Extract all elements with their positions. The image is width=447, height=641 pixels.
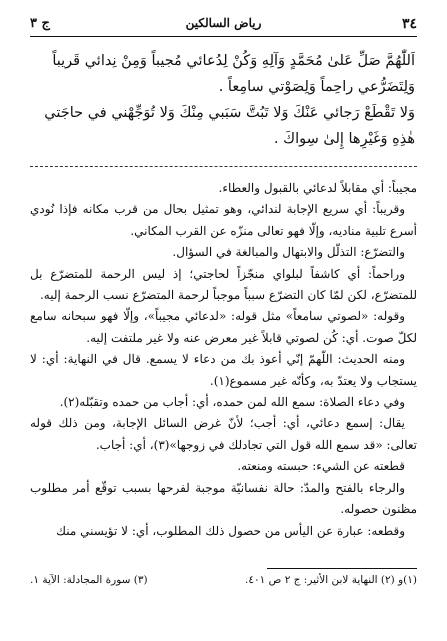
commentary-text <box>30 178 417 542</box>
prayer-line: هٰذِهِ وَغَيْرِها إِلىٰ سِواكَ . <box>273 131 415 147</box>
running-title: رياض السالكين <box>185 16 262 30</box>
commentary-paragraph: والتضرّع: التذلّل والابتهال والمبالغة في السؤال. <box>172 245 405 260</box>
commentary-paragraph: وفي دعاء الصلاة: سمع الله لمن حمده، أي: أجاب من حمده وتقبّله(٢). <box>59 395 405 410</box>
commentary-paragraph: قطعته عن الشيء: حبسته ومنعته. <box>237 459 405 474</box>
footnote-3: (٣) سورة المجادلة: الآية ١. <box>30 574 148 586</box>
header-rule <box>30 36 417 37</box>
commentary-paragraph: ومنه الحديث: اللّهمّ إنّي أعوذ بك من دعاء لا يسمع. قال في النهاية: أي: لا يستجاب ولا يعتدّ به، وكأنّه غير مسموع(١). <box>30 352 417 388</box>
page-number: ٣٤ <box>401 16 417 32</box>
footnote-1-2: (١)و (٢) النهاية لابن الأثير: ج ٢ ص ٤٠١. <box>245 574 417 586</box>
prayer-line: وَلِتَضَرُّعي راحِماً وَلِصَوْتي سامِعاً . <box>218 79 415 95</box>
commentary-paragraph: وراحماً: أي كاشفاً لبلواي منجّزاً لحاجتي؛ إذ ليس الرحمة للمتضرّع بل للمتضرّع، لكن لمّا كان التضرّع سبباً موجباً لرحمة المتضرّع نسب الرحمة إليه. <box>30 266 417 303</box>
prayer-text <box>34 48 415 152</box>
prayer-line: اَللّٰهُمَّ صَلِّ عَلىٰ مُحَمَّدٍ وَآلِهِ وَكُنْ لِدُعائي مُجيباً وَمِنْ نِدائي قَريباً <box>52 53 415 69</box>
commentary-paragraph: مجيباً: أي مقابلاً لدعائي بالقبول والعطاء. <box>218 181 417 195</box>
commentary-paragraph: والرجاء بالفتح والمدّ: حالة نفسانيّة موجبة لفرحها بسبب توقّع أمر مطلوب مظنون حصوله. <box>30 480 417 517</box>
footnotes <box>30 572 417 588</box>
commentary-paragraph: وقوله: «لصوتي سامعاً» مثل قوله: «لدعائي مجيباً»، وإلّا فهو سبحانه سامع لكلّ صوت. أي: كُن لصوتي قابلاً غير معرض عنه ولا غير ملتفت إليه. <box>30 309 417 345</box>
commentary-paragraph: وقريباً: أي سريع الإجابة لندائي، وهو تمثيل بحال من قرب مكانه فإذا نُودي أسرع تلبية مناديه، وإلّا فهو تعالى منزّه عن القرب المكاني. <box>30 202 417 238</box>
commentary-paragraph: يقال: إسمع دعائي، أي: أجب؛ لأنّ غرض السائل الإجابة، ومن ذلك قوله تعالى: «قد سمع الله قول التي تجادلك في زوجها»(٣)، أي: أجاب. <box>30 416 417 452</box>
page-header <box>30 14 417 36</box>
volume-label: ج ٣ <box>30 16 50 31</box>
prayer-line: وَلا تَقْطَعْ رَجائي عَنْكَ وَلا تَبُتَّ سَبَبي مِنْكَ وَلا تُوَجِّهْني في حاجَتي <box>44 105 415 121</box>
commentary-paragraph: وقطعه: عبارة عن اليأس من حصول ذلك المطلوب، أي: لا تؤيسني منك <box>56 523 405 538</box>
section-separator <box>30 166 417 167</box>
footnote-rule <box>267 568 417 569</box>
